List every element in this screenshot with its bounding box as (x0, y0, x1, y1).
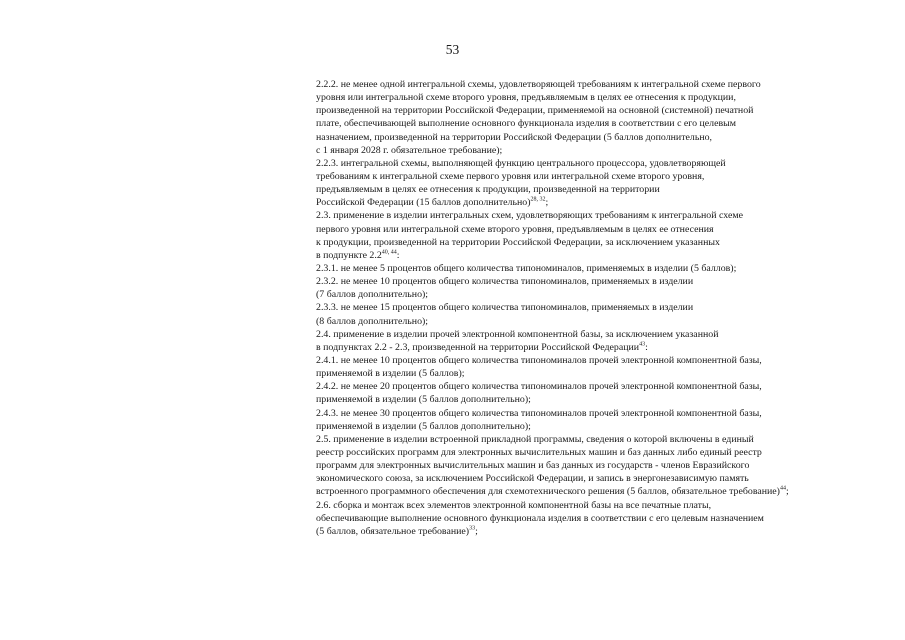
line-text: программ для электронных вычислительных машин и баз данных из государств - членов Евразийского (316, 460, 750, 472)
text-line (316, 459, 864, 472)
text-line (316, 131, 864, 144)
footnote-reference: 43 (639, 341, 646, 348)
line-text: 2.4.2. не менее 20 процентов общего количества типономиналов прочей электронной компонентной базы, (316, 381, 762, 393)
text-line (316, 472, 864, 485)
footnote-reference: 28, 32 (530, 196, 546, 203)
line-text: реестр российских программ для электронных вычислительных машин и баз данных либо единый реестр (316, 446, 762, 458)
line-text: с 1 января 2028 г. обязательное требование); (316, 144, 503, 156)
text-line (316, 380, 864, 393)
line-text: 2.4. применение в изделии прочей электронной компонентной базы, за исключением указанной (316, 328, 719, 340)
line-text: применяемой в изделии (5 баллов дополнительно); (316, 420, 531, 432)
line-text: требованиям к интегральной схеме первого уровня или интегральной схеме второго уровня, (316, 170, 705, 182)
line-text: (7 баллов дополнительно); (316, 289, 429, 301)
line-text: 2.3.1. не менее 5 процентов общего количества типономиналов, применяемых в изделии (5 баллов); (316, 262, 737, 274)
line-text: первого уровня или интегральной схеме второго уровня, предъявляемым в целях ее отнесения (316, 223, 714, 235)
text-line (316, 209, 864, 222)
footnote-reference: 44 (779, 486, 786, 493)
text-line (316, 236, 864, 249)
line-text: плате, обеспечивающей выполнение основного функционала изделия в соответствии с его целевым (316, 118, 737, 130)
text-line (316, 341, 864, 354)
footnote-reference: 40, 44 (381, 249, 397, 256)
document-body (316, 78, 864, 538)
line-text: применяемой в изделии (5 баллов дополнительно); (316, 394, 531, 406)
text-line (316, 446, 864, 459)
page-number: 53 (445, 42, 460, 57)
line-text: встроенного программного обеспечения для схемотехнического решения (5 баллов, обязательное требование) (316, 486, 780, 498)
line-punctuation: ; (785, 486, 789, 498)
text-line (316, 512, 864, 525)
text-line (316, 249, 864, 262)
line-text: 2.2.3. интегральной схемы, выполняющей функцию центрального процессора, удовлетворяющей (316, 157, 726, 169)
text-line (316, 288, 864, 301)
text-line (316, 485, 864, 498)
line-text: 2.3.3. не менее 15 процентов общего количества типономиналов, применяемых в изделии (316, 302, 694, 314)
text-line (316, 157, 864, 170)
line-text: уровня или интегральной схеме второго уровня, предъявляемым в целях ее отнесения к продукции, (316, 92, 736, 104)
line-punctuation: : (645, 341, 648, 353)
text-line (316, 407, 864, 420)
text-line (316, 328, 864, 341)
text-line (316, 196, 864, 209)
line-text: 2.3.2. не менее 10 процентов общего количества типономиналов, применяемых в изделии (316, 276, 694, 288)
line-text: назначением, произведенной на территории Российской Федерации (5 баллов дополнительно, (316, 131, 713, 143)
text-line (316, 78, 864, 91)
footnote-reference: 33 (469, 525, 476, 532)
text-line (316, 525, 864, 538)
text-line (316, 223, 864, 236)
text-line (316, 144, 864, 157)
text-line (316, 104, 864, 117)
line-text: 2.3. применение в изделии интегральных схем, удовлетворяющих требованиям к интегральной схеме (316, 210, 743, 222)
line-punctuation: ; (545, 197, 549, 209)
text-line (316, 301, 864, 314)
line-text: (8 баллов дополнительно); (316, 315, 429, 327)
line-text: в подпунктах 2.2 - 2.3, произведенной на территории Российской Федерации (316, 341, 640, 353)
line-text: 2.6. сборка и монтаж всех элементов электронной компонентной базы на все печатные платы, (316, 499, 712, 511)
line-text: 2.4.1. не менее 10 процентов общего количества типономиналов прочей электронной компонентной базы, (316, 354, 762, 366)
line-text: (5 баллов, обязательное требование) (316, 525, 470, 537)
text-line (316, 420, 864, 433)
line-punctuation: : (396, 249, 400, 261)
line-text: обеспечивающие выполнение основного функционала изделия в соответствии с его целевым назначением (316, 512, 764, 524)
text-line (316, 393, 864, 406)
text-line (316, 262, 864, 275)
line-text: Российской Федерации (15 баллов дополнительно) (316, 197, 531, 209)
line-text: к продукции, произведенной на территории Российской Федерации, за исключением указанных (316, 236, 720, 248)
text-line (316, 354, 864, 367)
line-text: в подпункте 2.2 (316, 249, 382, 261)
text-line (316, 433, 864, 446)
line-text: произведенной на территории Российской Федерации, применяемой на основной (системной) печатной (316, 105, 754, 117)
line-text: 2.4.3. не менее 30 процентов общего количества типономиналов прочей электронной компонентной базы, (316, 407, 762, 419)
text-line (316, 91, 864, 104)
text-line (316, 499, 864, 512)
text-line (316, 315, 864, 328)
line-text: предъявляемым в целях ее отнесения к продукции, произведенной на территории (316, 184, 660, 196)
text-line (316, 170, 864, 183)
line-text: 2.5. применение в изделии встроенной прикладной программы, сведения о которой включены в единый (316, 433, 754, 445)
line-text: экономического союза, за исключением Российской Федерации, и запись в энергонезависимую память (316, 473, 749, 485)
text-line (316, 117, 864, 130)
text-line (316, 275, 864, 288)
text-line (316, 183, 864, 196)
line-text: 2.2.2. не менее одной интегральной схемы, удовлетворяющей требованиям к интегральной схеме первого (316, 79, 761, 90)
line-punctuation: ; (475, 525, 478, 537)
text-line (316, 367, 864, 380)
line-text: применяемой в изделии (5 баллов); (316, 368, 465, 380)
